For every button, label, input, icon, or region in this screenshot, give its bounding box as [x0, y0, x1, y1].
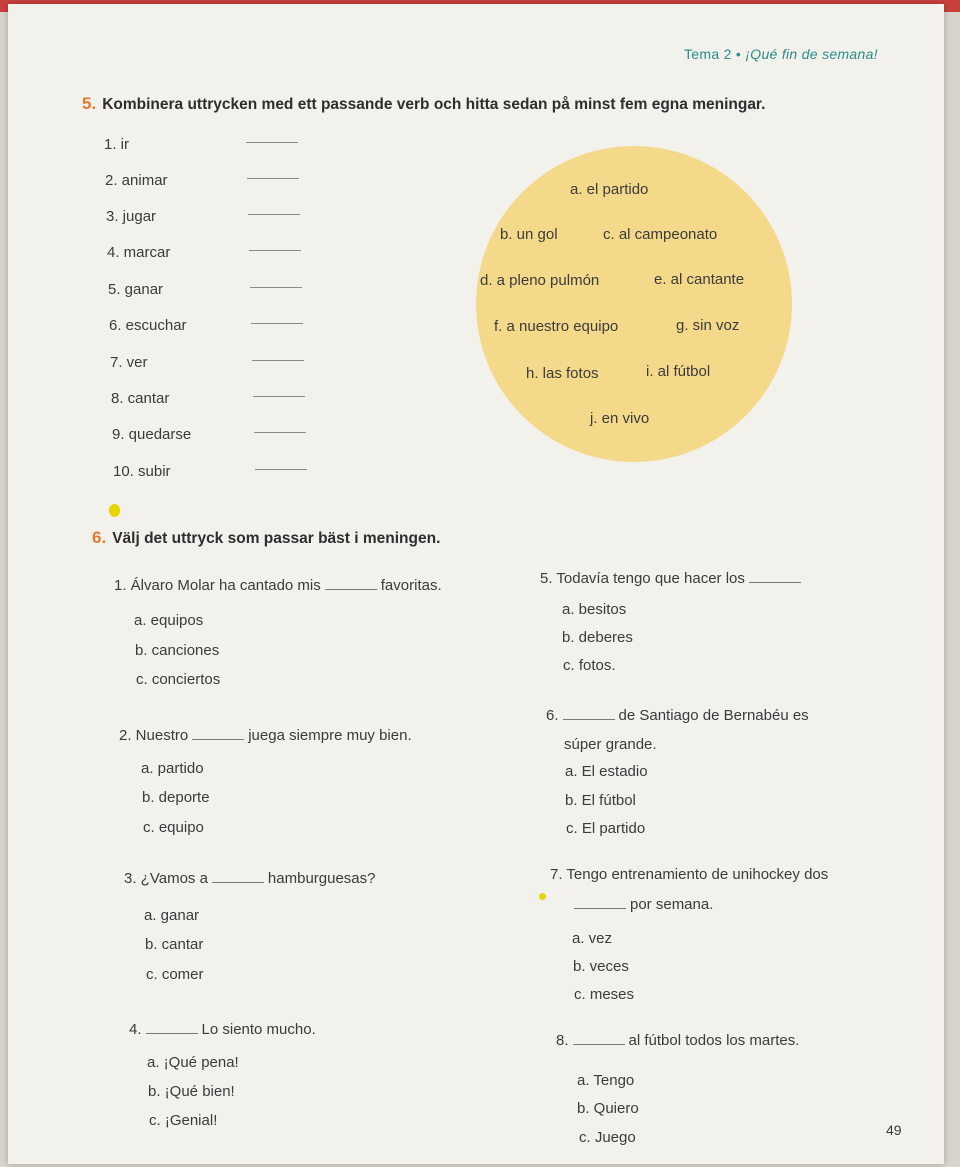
answer-blank[interactable] — [250, 287, 302, 288]
option: c. meses — [574, 986, 635, 1003]
verb-item: 10. subir — [113, 463, 171, 480]
answer-blank[interactable] — [252, 360, 304, 361]
chapter-tema: Tema 2 • — [684, 46, 742, 62]
phrase-item: e. al cantante — [654, 271, 745, 288]
workbook-page — [8, 4, 944, 1164]
option: c. fotos. — [563, 657, 616, 674]
verb-item: 6. escuchar — [109, 317, 187, 334]
answer-blank[interactable] — [246, 142, 298, 143]
option: a. equipos — [134, 612, 204, 629]
option: a. vez — [572, 930, 613, 947]
task5-heading — [82, 94, 765, 114]
phrase-item: j. en vivo — [590, 410, 650, 427]
option: b. Quiero — [577, 1100, 639, 1117]
chapter-header — [684, 46, 878, 62]
highlight-dot — [109, 504, 120, 517]
phrase-item: c. al campeonato — [603, 226, 718, 243]
answer-blank[interactable] — [574, 898, 626, 909]
option: b. veces — [573, 958, 629, 975]
option: b. El fútbol — [565, 792, 636, 809]
option: a. ganar — [144, 907, 200, 924]
answer-blank[interactable] — [247, 178, 299, 179]
answer-blank[interactable] — [251, 323, 303, 324]
question-8: 8. al fútbol todos los martes. — [556, 1032, 800, 1049]
chapter-title: ¡Qué fin de semana! — [745, 46, 878, 62]
phrase-item: b. un gol — [500, 226, 558, 243]
task5-number: 5. — [82, 94, 97, 113]
verb-item: 8. cantar — [111, 390, 170, 407]
option: a. El estadio — [565, 763, 648, 780]
phrase-item: h. las fotos — [526, 365, 599, 382]
option: a. partido — [141, 760, 204, 777]
option: b. cantar — [145, 936, 204, 953]
option: b. canciones — [135, 642, 220, 659]
answer-blank[interactable] — [255, 469, 307, 470]
answer-blank[interactable] — [192, 729, 244, 740]
answer-blank[interactable] — [249, 250, 301, 251]
answer-blank[interactable] — [146, 1023, 198, 1034]
option: c. El partido — [566, 820, 646, 837]
answer-blank[interactable] — [573, 1034, 625, 1045]
phrase-item: i. al fútbol — [646, 363, 711, 380]
verb-item: 3. jugar — [106, 208, 157, 225]
option: b. deporte — [142, 789, 210, 806]
task6-number: 6. — [92, 528, 107, 547]
option: c. equipo — [143, 819, 204, 836]
answer-blank[interactable] — [248, 214, 300, 215]
verb-item: 9. quedarse — [112, 426, 192, 443]
task6-heading — [92, 528, 440, 548]
option: a. Tengo — [577, 1072, 635, 1089]
answer-blank[interactable] — [563, 709, 615, 720]
answer-blank[interactable] — [212, 872, 264, 883]
option: a. ¡Qué pena! — [147, 1054, 239, 1071]
question-7-line2: por semana. — [570, 896, 713, 913]
verb-item: 4. marcar — [107, 244, 171, 261]
answer-blank[interactable] — [253, 396, 305, 397]
question-3: 3. ¿Vamos a hamburguesas? — [124, 870, 376, 887]
phrase-item: d. a pleno pulmón — [480, 272, 600, 289]
highlight-dot — [539, 893, 546, 900]
task6-instruction: Välj det uttryck som passar bäst i meningen. — [112, 530, 441, 547]
phrase-item: f. a nuestro equipo — [494, 318, 619, 335]
option: a. besitos — [562, 601, 627, 618]
answer-blank[interactable] — [749, 572, 801, 583]
option: c. ¡Genial! — [149, 1112, 218, 1129]
question-5: 5. Todavía tengo que hacer los — [540, 570, 805, 587]
option: c. conciertos — [136, 671, 221, 688]
question-4: 4. Lo siento mucho. — [129, 1021, 316, 1038]
question-1: 1. Álvaro Molar ha cantado mis favoritas. — [114, 577, 442, 594]
option: c. comer — [146, 966, 204, 983]
question-6-line2: súper grande. — [564, 736, 657, 753]
verb-item: 2. animar — [105, 172, 168, 189]
phrase-item: g. sin voz — [676, 317, 740, 334]
question-2: 2. Nuestro juega siempre muy bien. — [119, 727, 412, 744]
question-6: 6. de Santiago de Bernabéu es — [546, 707, 809, 724]
option: b. deberes — [562, 629, 633, 646]
option: b. ¡Qué bien! — [148, 1083, 235, 1100]
verb-item: 5. ganar — [108, 281, 164, 298]
answer-blank[interactable] — [254, 432, 306, 433]
verb-item: 7. ver — [110, 354, 148, 371]
task5-instruction: Kombinera uttrycken med ett passande verb och hitta sedan på minst fem egna meningar. — [102, 96, 766, 113]
phrase-item: a. el partido — [570, 181, 649, 198]
question-7: 7. Tengo entrenamiento de unihockey dos — [550, 866, 829, 883]
option: c. Juego — [579, 1129, 636, 1146]
page-number: 49 — [886, 1122, 902, 1138]
answer-blank[interactable] — [325, 579, 377, 590]
verb-item: 1. ir — [104, 136, 130, 153]
